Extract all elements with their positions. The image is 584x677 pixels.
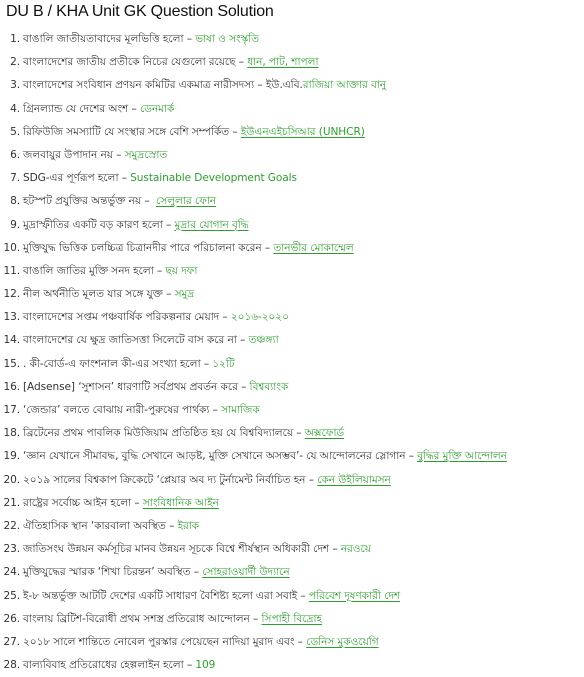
- separator-dash: –: [165, 519, 178, 532]
- item-number: 11.: [3, 264, 20, 277]
- item-number: 5.: [10, 125, 20, 138]
- item-number: 1.: [10, 33, 20, 45]
- item-number: 21.: [3, 496, 20, 509]
- answer-text: তঞ্চঙ্গ্যা: [248, 334, 279, 347]
- item-number: 16.: [3, 380, 20, 393]
- answer-text: ডেনিস মুকওয়েগি: [306, 635, 379, 648]
- list-item: [3, 422, 580, 445]
- item-number: 23.: [3, 543, 20, 556]
- separator-dash: –: [329, 543, 341, 556]
- question-text: বাল্যবিবাহ প্রতিরোধের হেল্পলাইন হলো: [23, 659, 184, 672]
- list-item: [6, 214, 580, 237]
- question-text: SDG-এর পূর্ণরূপ হলো: [23, 172, 119, 185]
- question-text: বাঙালি জাতীয়তাবাদের মূলভিত্তি হলো: [23, 33, 184, 45]
- list-item: [3, 329, 580, 352]
- list-item: [3, 538, 580, 561]
- question-text: বাংলাদেশের সংবিধান প্রণয়ন কমিটির একমাত্র নারীসদস্য – ইউ.এবি.: [23, 79, 303, 92]
- answer-text: অক্সফোর্ড: [304, 427, 345, 440]
- answer-text: সেলুলার ফোন: [156, 195, 217, 208]
- item-number: 26.: [3, 612, 20, 625]
- separator-dash: –: [305, 473, 318, 486]
- list-item: [3, 585, 580, 608]
- item-number: 27.: [3, 635, 20, 648]
- question-text: . কী-বোর্ড-এ ফাংশনাল কী-এর সংখ্যা হলো: [23, 357, 201, 370]
- separator-dash: –: [131, 496, 143, 509]
- separator-dash: –: [237, 380, 250, 393]
- question-text: জলবায়ুর উপাদান নয়: [23, 148, 113, 161]
- separator-dash: –: [128, 102, 140, 115]
- item-number: 2.: [10, 56, 20, 69]
- question-text: মুদ্রাস্ফীতির একটি বড় কারণ হলো: [23, 218, 163, 231]
- list-item: [3, 237, 580, 260]
- question-text: বাংলায় ব্রিটিশ-বিরোধী প্রথম সশস্ত্র প্রতিরোধ আন্দোলন: [23, 612, 250, 625]
- question-text: রিফিউজি সমস্যাটি যে সংস্থার সঙ্গে বেশি সম্পর্কিত: [23, 125, 230, 138]
- item-number: 24.: [3, 566, 20, 579]
- question-text: ঐতিহাসিক স্থান ‘কারবালা অবস্থিত: [23, 519, 166, 532]
- question-text: বাংলাদেশের জাতীয় প্রতীকে নিচের যেগুলো রয়েছে: [23, 56, 236, 69]
- separator-dash: –: [209, 404, 222, 416]
- list-item: [3, 561, 580, 584]
- list-item: [3, 283, 580, 306]
- question-text: মুক্তিযুদ্ধের স্মারক ‘শিখা চিরন্তন’ অবস্থিত: [23, 566, 191, 579]
- list-item: [3, 260, 580, 283]
- answer-text: নরওয়ে: [340, 543, 371, 556]
- separator-dash: –: [292, 427, 305, 440]
- answer-text: ধান, পাট, শাপলা: [247, 56, 319, 69]
- answer-text: ১২টি: [212, 357, 235, 370]
- answer-text: Sustainable Development Goals: [130, 172, 297, 185]
- list-item: [3, 492, 580, 515]
- separator-dash: –: [183, 659, 196, 672]
- list-item: [6, 51, 580, 74]
- separator-dash: –: [219, 311, 231, 324]
- separator-dash: –: [294, 635, 307, 648]
- answer-text: রাজিয়া আক্তার বানু: [302, 79, 387, 92]
- question-text: ২০১৯ সালের বিশ্বকাপ ক্রিকেটে ‘প্লেয়ার অব দ্য টুর্নামেন্ট নির্বাচিত হন: [23, 473, 306, 486]
- separator-dash: –: [153, 264, 166, 277]
- item-number: 9.: [10, 218, 20, 231]
- list-item: [3, 376, 580, 399]
- item-number: 3.: [10, 79, 20, 92]
- page-title: DU B / KHA Unit GK Question Solution: [6, 3, 274, 20]
- list-item: [6, 121, 580, 144]
- answer-text: সোহরাওয়ার্দী উদ্যানে: [202, 566, 290, 579]
- answer-text: তানভীর মোকাম্মেল: [273, 241, 354, 254]
- item-number: 13.: [3, 311, 20, 324]
- item-number: 10.: [3, 241, 20, 254]
- list-item: [3, 445, 580, 468]
- separator-dash: –: [162, 288, 175, 301]
- answer-text: ডেনমার্ক: [139, 102, 175, 115]
- separator-dash: –: [405, 450, 418, 463]
- question-text: ব্রিটেনের প্রথম পাবলিক মিউজিয়াম প্রতিষ্ঠিত হয় যে বিশ্ববিদ্যালয়ে: [23, 427, 293, 440]
- separator-dash: –: [162, 218, 175, 231]
- question-text: [Adsense] ‘সুশাসন’ ধারণাটি সর্বপ্রথম প্রবর্তন করে: [23, 380, 238, 393]
- separator-dash: –: [236, 334, 249, 347]
- separator-dash: –: [235, 56, 248, 69]
- list-item: [6, 28, 580, 51]
- answer-text: 109: [195, 659, 216, 672]
- answer-text: ইউএনএইচসিআর (UNHCR): [240, 125, 365, 138]
- item-number: 12.: [3, 288, 20, 301]
- item-number: 17.: [3, 404, 20, 416]
- answer-text: সমুদ্র: [174, 288, 195, 301]
- list-item: [3, 608, 580, 631]
- question-text: বাঙালি জাতির মুক্তি সনদ হলো: [23, 264, 154, 277]
- list-item: [6, 167, 580, 190]
- answer-text: সাংবিধানিক আইন: [142, 496, 219, 509]
- separator-dash: –: [112, 148, 125, 161]
- item-number: 20.: [3, 473, 20, 486]
- item-number: 8.: [10, 195, 20, 208]
- answer-text: সামাজিক: [221, 404, 260, 416]
- separator-dash: –: [261, 241, 274, 254]
- question-text: গ্রিনল্যান্ড যে দেশের অংশ: [23, 102, 129, 115]
- list-item: [6, 190, 580, 213]
- item-number: 19.: [3, 450, 20, 463]
- answer-text: পরিবেশ দূষণকারী দেশ: [308, 589, 401, 602]
- question-list: [3, 28, 580, 677]
- list-item: [3, 399, 580, 422]
- separator-dash: –: [297, 589, 309, 602]
- question-text: বাংলাদেশের যে ক্ষুদ্র জাতিসত্তা সিলেটে বাস করে না: [23, 334, 237, 347]
- item-number: 18.: [3, 427, 20, 440]
- list-item: [3, 515, 580, 538]
- separator-dash: –: [141, 195, 157, 208]
- question-text: হটস্পট প্রযুক্তির অন্তর্ভুক্ত নয়: [23, 195, 142, 208]
- list-item: [6, 144, 580, 167]
- item-number: 25.: [3, 589, 20, 602]
- answer-text: ভাষা ও সংস্কৃতি: [195, 33, 259, 45]
- item-number: 28.: [3, 659, 20, 672]
- list-item: [3, 306, 580, 329]
- list-item: [3, 631, 580, 654]
- separator-dash: –: [190, 566, 203, 579]
- item-number: 7.: [10, 172, 20, 185]
- list-item: [6, 98, 580, 121]
- separator-dash: –: [118, 172, 131, 185]
- list-item: [3, 654, 580, 677]
- answer-text: বুদ্ধির মুক্তি আন্দোলন: [417, 450, 507, 463]
- item-number: 15.: [3, 357, 20, 370]
- question-text: ‘জ্ঞান যেখানে সীমাবদ্ধ, বুদ্ধি সেখানে আড়ষ্ট, মুক্তি সেখানে অসম্ভব’- যে আন্দোলনের স্লোগান: [23, 450, 406, 463]
- list-item: [3, 469, 580, 492]
- question-text: নীল অর্থনীতি মূলত যার সঙ্গে যুক্ত: [23, 288, 163, 301]
- question-text: ই-৮ অন্তর্ভুক্ত আটটি দেশের একটি সাধারণ বৈশিষ্ট্য হলো এরা সবাই: [23, 589, 298, 602]
- answer-text: ছয় দফা: [165, 264, 198, 277]
- answer-text: ইরাক: [177, 519, 200, 532]
- question-text: জাতিসংঘ উন্নয়ন কর্মসূচির মানব উন্নয়ন সূচকে বিশ্বে শীর্ষস্থান অধিকারী দেশ: [23, 543, 330, 556]
- question-text: বাংলাদেশের সপ্তম পঞ্চবার্ষিক পরিকল্পনার মেয়াদ: [23, 311, 220, 324]
- separator-dash: –: [249, 612, 262, 625]
- list-item: [3, 353, 580, 376]
- answer-text: সিপাহী বিদ্রোহ: [261, 612, 322, 625]
- question-text: ‘জেন্ডার’ বলতে বোঝায় নারী-পুরুষের পার্থক্য: [23, 404, 210, 416]
- answer-text: ২০১৬-২০২০: [230, 311, 289, 324]
- separator-dash: –: [229, 125, 241, 138]
- answer-text: বিশ্বব্যাংক: [249, 380, 289, 393]
- list-item: [6, 74, 580, 97]
- item-number: 22.: [3, 519, 20, 532]
- separator-dash: –: [183, 33, 196, 45]
- question-text: ২০১৮ সালে শান্তিতে নোবেল পুরস্কার পেয়েছেন নাদিয়া মুরাদ এবং: [23, 635, 295, 648]
- answer-text: সমুদ্রস্রোত: [124, 148, 168, 161]
- answer-text: কেন উইলিয়ামসন: [317, 473, 391, 486]
- answer-text: মুদ্রার যোগান বৃদ্ধি: [174, 218, 249, 231]
- item-number: 6.: [10, 148, 20, 161]
- question-text: রাষ্ট্রের সর্বোচ্চ আইন হলো: [23, 496, 132, 509]
- question-text: মুক্তিযুদ্ধ ভিত্তিক চলচ্চিত্র চিত্রানদীর পারে পরিচালনা করেন: [23, 241, 262, 254]
- item-number: 4.: [10, 102, 20, 115]
- separator-dash: –: [200, 357, 213, 370]
- item-number: 14.: [3, 334, 20, 347]
